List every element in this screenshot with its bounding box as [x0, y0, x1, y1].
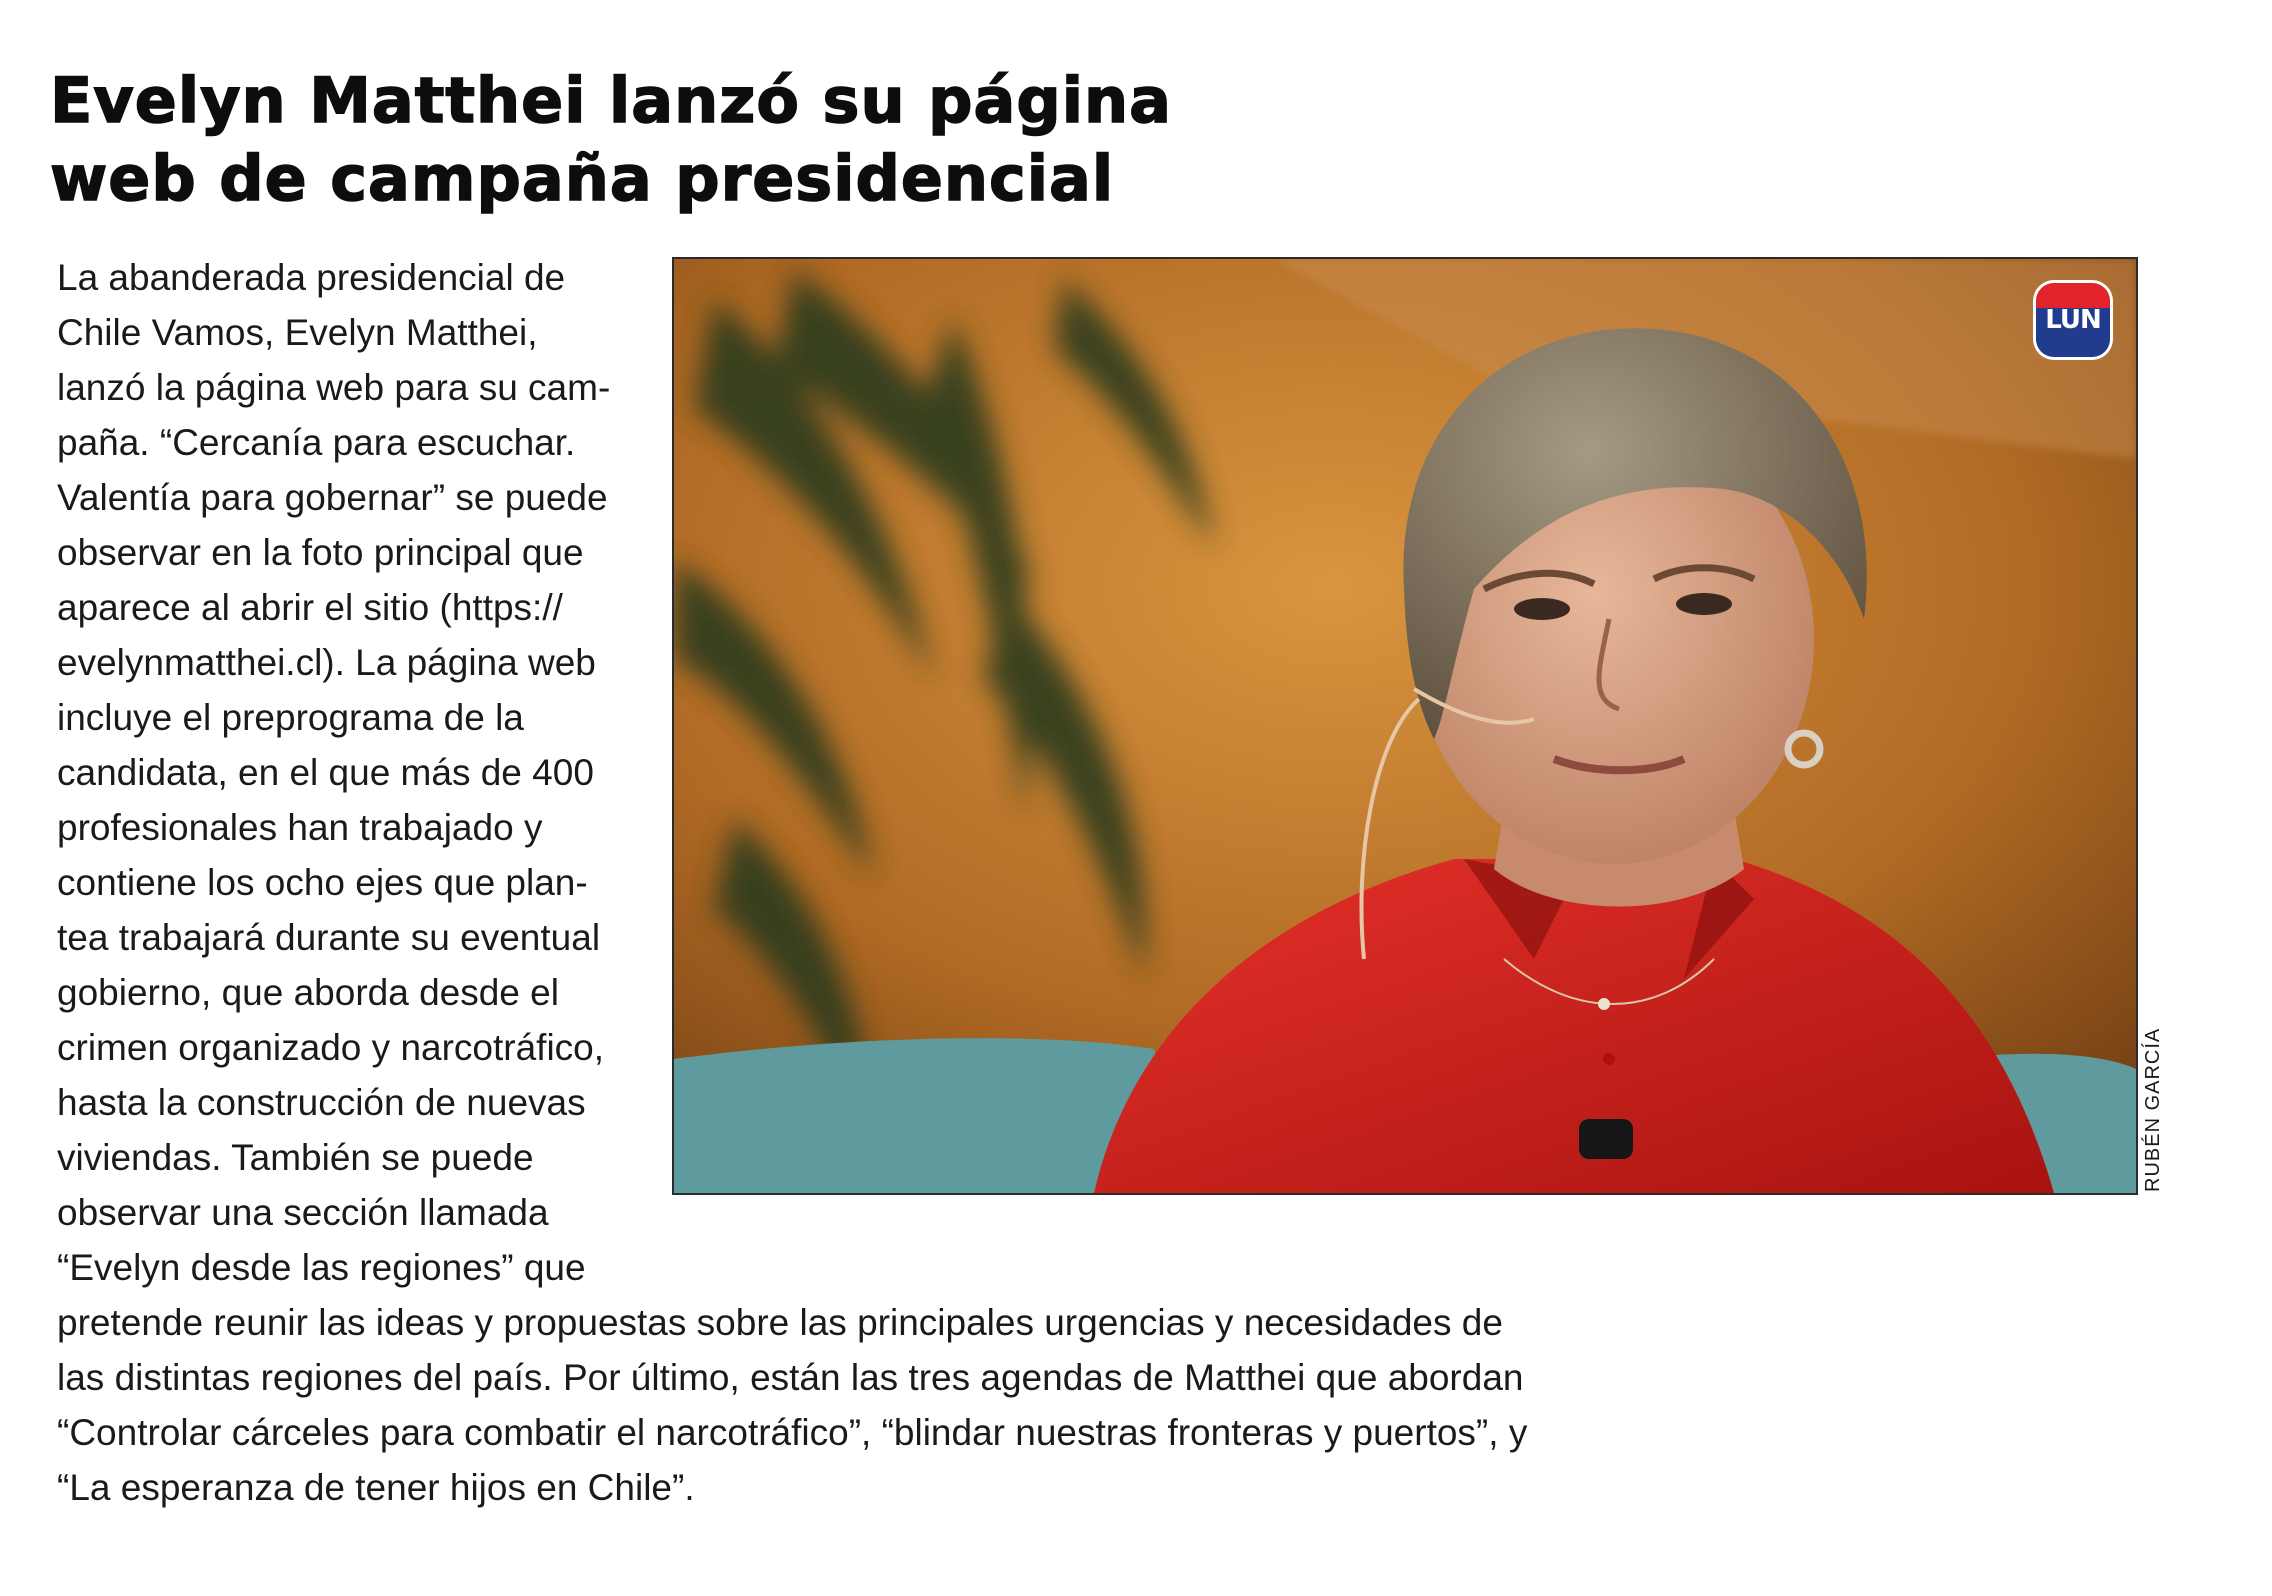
body-line: aparece al abrir el sitio (https://: [57, 587, 563, 628]
body-line: paña. “Cercanía para escuchar.: [57, 422, 576, 463]
headline-line: Evelyn Matthei lanzó su página: [50, 64, 1172, 137]
body-line: profesionales han trabajado y: [57, 807, 543, 848]
body-line: “Evelyn desde las regiones” que: [57, 1247, 586, 1288]
body-line: tea trabajará durante su eventual: [57, 917, 601, 958]
body-line: observar en la foto principal que: [57, 532, 584, 573]
body-line: hasta la construcción de nuevas: [57, 1082, 586, 1123]
body-line: Chile Vamos, Evelyn Matthei,: [57, 312, 538, 353]
body-line: observar una sección llamada: [57, 1192, 549, 1233]
body-line: candidata, en el que más de 400: [57, 752, 594, 793]
body-line: viviendas. También se puede: [57, 1137, 534, 1178]
photo-credit: RUBÉN GARCÍA: [2142, 1027, 2164, 1192]
body-line: gobierno, que aborda desde el: [57, 972, 559, 1013]
body-line: incluye el preprograma de la: [57, 697, 524, 738]
lun-logo: LUN: [2036, 283, 2110, 357]
body-line: crimen organizado y narcotráfico,: [57, 1027, 605, 1068]
body-line: La abanderada presidencial de: [57, 257, 566, 298]
body-line: las distintas regiones del país. Por último, están las tres agendas de Matthei que abordan: [57, 1357, 1524, 1398]
body-line: evelynmatthei.cl). La página web: [57, 642, 596, 683]
portrait-illustration: [674, 259, 2136, 1193]
body-line: contiene los ocho ejes que plan-: [57, 862, 588, 903]
body-line: “Controlar cárceles para combatir el narcotráfico”, “blindar nuestras fronteras y puertos”, y: [57, 1412, 1528, 1453]
headline: [50, 62, 1172, 218]
body-line: pretende reunir las ideas y propuestas sobre las principales urgencias y necesidades de: [57, 1302, 1503, 1343]
body-line: lanzó la página web para su cam-: [57, 367, 611, 408]
article-photo: [672, 257, 2138, 1195]
body-line: Valentía para gobernar” se puede: [57, 477, 608, 518]
body-line: “La esperanza de tener hijos en Chile”.: [57, 1467, 695, 1508]
headline-line: web de campaña presidencial: [50, 142, 1115, 215]
